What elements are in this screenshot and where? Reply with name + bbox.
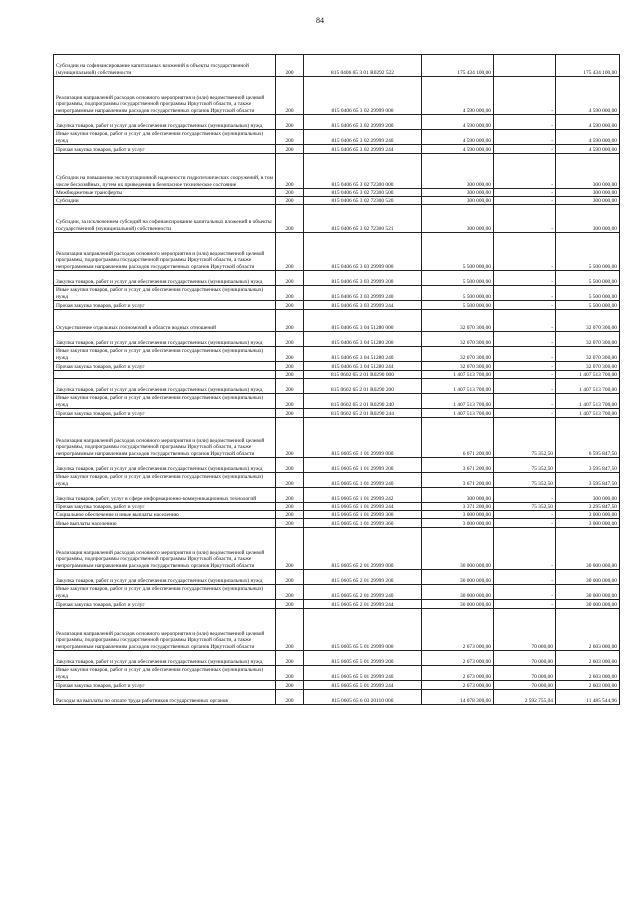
- row-admin-code: 200: [276, 189, 304, 197]
- row-regional-amount: 30 000 000,00: [556, 570, 620, 585]
- table-row: [54, 55, 620, 77]
- row-federal-amount: -: [494, 310, 556, 332]
- table-row: [54, 130, 620, 145]
- row-name: Закупка товаров, работ и услуг для обеспечения государственных (муниципальных) нужд: [54, 271, 276, 286]
- table-row: [54, 371, 620, 379]
- row-budget-code: 815 0406 65 3 02 72300 520: [304, 197, 422, 205]
- row-federal-amount: 75 352,50: [494, 503, 556, 511]
- row-total-amount: 3 671 200,00: [422, 458, 494, 473]
- row-total-amount: 32 070 300,00: [422, 347, 494, 362]
- row-federal-amount: -: [494, 511, 556, 519]
- row-name: Иные закупки товаров, работ и услуг для обеспечения государственных (муниципальных) нужд: [54, 585, 276, 600]
- row-budget-code: 815 0406 65 3 04 51280 240: [304, 347, 422, 362]
- row-budget-code: 815 0406 65 3 02 72300 500: [304, 189, 422, 197]
- row-admin-code: 200: [276, 473, 304, 488]
- row-name: Иные закупки товаров, работ и услуг для обеспечения государственных (муниципальных) нужд: [54, 347, 276, 362]
- row-federal-amount: -: [494, 145, 556, 154]
- row-federal-amount: [494, 55, 556, 77]
- table-row: [54, 488, 620, 503]
- row-admin-code: 200: [276, 271, 304, 286]
- row-name: Прочая закупка товаров, работ и услуг: [54, 600, 276, 609]
- row-name: Социальное обеспечение и иные выплаты населению: [54, 511, 276, 519]
- row-admin-code: 200: [276, 55, 304, 77]
- row-federal-amount: -: [494, 379, 556, 394]
- row-name: Закупка товаров, работ и услуг для обеспечения государственных (муниципальных) нужд: [54, 458, 276, 473]
- row-regional-amount: 32 070 300,00: [556, 310, 620, 332]
- table-row: [54, 233, 620, 271]
- table-row: [54, 458, 620, 473]
- table-row: [54, 145, 620, 154]
- row-total-amount: 4 590 000,00: [422, 145, 494, 154]
- row-federal-amount: -: [494, 600, 556, 609]
- row-regional-amount: 4 590 000,00: [556, 115, 620, 130]
- row-regional-amount: 30 000 000,00: [556, 600, 620, 609]
- row-budget-code: 815 0406 65 3 01 R0292 522: [304, 55, 422, 77]
- row-name: Закупка товаров, работ и услуг для обеспечения государственных (муниципальных) нужд: [54, 570, 276, 585]
- row-regional-amount: 4 590 000,00: [556, 130, 620, 145]
- row-federal-amount: -: [494, 362, 556, 371]
- row-budget-code: 815 0605 65 1 01 29999 000: [304, 418, 422, 458]
- row-regional-amount: 175 434 100,00: [556, 55, 620, 77]
- row-federal-amount: 75 352,50: [494, 458, 556, 473]
- row-budget-code: 815 0605 65 1 01 29999 360: [304, 519, 422, 528]
- row-total-amount: 5 500 000,00: [422, 271, 494, 286]
- row-name: Прочая закупка товаров, работ и услуг: [54, 409, 276, 418]
- table-row: [54, 570, 620, 585]
- row-federal-amount: -: [494, 371, 556, 379]
- table-row: [54, 332, 620, 347]
- row-federal-amount: -: [494, 271, 556, 286]
- row-budget-code: 815 0602 65 2 01 R0290 240: [304, 394, 422, 409]
- row-budget-code: 815 0406 65 3 02 29999 200: [304, 115, 422, 130]
- table-row: [54, 585, 620, 600]
- row-budget-code: 815 0602 65 2 01 R0290 200: [304, 379, 422, 394]
- row-admin-code: 200: [276, 528, 304, 570]
- row-federal-amount: -: [494, 347, 556, 362]
- row-total-amount: 5 500 000,00: [422, 233, 494, 271]
- row-regional-amount: 2 603 000,00: [556, 609, 620, 651]
- row-regional-amount: 3 000 000,00: [556, 519, 620, 528]
- row-federal-amount: -: [494, 301, 556, 310]
- row-name: Субсидии: [54, 197, 276, 205]
- row-budget-code: 815 0406 65 3 02 72300 521: [304, 205, 422, 233]
- row-total-amount: 2 673 000,00: [422, 681, 494, 690]
- row-admin-code: 200: [276, 115, 304, 130]
- row-name: Прочая закупка товаров, работ и услуг: [54, 362, 276, 371]
- row-admin-code: 200: [276, 205, 304, 233]
- row-budget-code: 815 0605 65 1 01 29999 242: [304, 488, 422, 503]
- row-admin-code: 200: [276, 519, 304, 528]
- row-federal-amount: 70 000,00: [494, 681, 556, 690]
- row-budget-code: 815 0605 65 5 01 29999 000: [304, 609, 422, 651]
- row-admin-code: 200: [276, 394, 304, 409]
- row-regional-amount: 4 590 000,00: [556, 145, 620, 154]
- row-admin-code: 200: [276, 362, 304, 371]
- table-row: [54, 286, 620, 301]
- row-budget-code: 815 0406 65 3 02 72300 000: [304, 154, 422, 189]
- table-row: [54, 394, 620, 409]
- row-total-amount: 3 371 200,00: [422, 503, 494, 511]
- row-total-amount: 300 000,00: [422, 488, 494, 503]
- row-name: Закупка товаров, работ и услуг для обеспечения государственных (муниципальных) нужд: [54, 379, 276, 394]
- row-total-amount: 4 590 000,00: [422, 115, 494, 130]
- table-row: [54, 301, 620, 310]
- budget-table-body: [54, 55, 620, 705]
- row-regional-amount: 2 603 000,00: [556, 666, 620, 681]
- row-name: Иные выплаты населению: [54, 519, 276, 528]
- row-admin-code: 200: [276, 409, 304, 418]
- row-federal-amount: 70 000,00: [494, 609, 556, 651]
- row-admin-code: 200: [276, 332, 304, 347]
- table-row: [54, 528, 620, 570]
- table-row: [54, 473, 620, 488]
- row-federal-amount: 75 352,50: [494, 473, 556, 488]
- row-admin-code: 200: [276, 286, 304, 301]
- row-regional-amount: 3 295 847,50: [556, 503, 620, 511]
- row-federal-amount: -: [494, 570, 556, 585]
- row-budget-code: 815 0605 65 2 01 29999 200: [304, 570, 422, 585]
- row-admin-code: 200: [276, 347, 304, 362]
- row-regional-amount: 3 000 000,00: [556, 511, 620, 519]
- row-name: Реализация направлений расходов основного мероприятия и (или) ведомственной целевой программы, подпрограммы государственной программы Иркутской области, а также непрограммным направлениям расходов государственных органов Иркутской области: [54, 528, 276, 570]
- row-total-amount: 30 000 000,00: [422, 528, 494, 570]
- row-name: Иные закупки товаров, работ и услуг для обеспечения государственных (муниципальных) нужд: [54, 286, 276, 301]
- row-regional-amount: 11 485 544,96: [556, 690, 620, 705]
- row-name: Прочая закупка товаров, работ и услуг: [54, 145, 276, 154]
- row-name: Субсидии на повышение эксплуатационной надежности гидротехнических сооружений, в том числе бесхозяйных, путем их приведения в безопасное техническое состояние: [54, 154, 276, 189]
- row-federal-amount: -: [494, 528, 556, 570]
- row-federal-amount: -: [494, 585, 556, 600]
- row-admin-code: 200: [276, 301, 304, 310]
- row-name: Закупка товаров, работ и услуг для обеспечения государственных (муниципальных) нужд: [54, 651, 276, 666]
- row-name: Закупка товаров, работ и услуг для обеспечения государственных (муниципальных) нужд: [54, 332, 276, 347]
- row-admin-code: 200: [276, 77, 304, 115]
- table-row: [54, 379, 620, 394]
- row-total-amount: 2 673 000,00: [422, 666, 494, 681]
- row-regional-amount: 1 407 513 700,00: [556, 409, 620, 418]
- row-total-amount: 2 673 000,00: [422, 651, 494, 666]
- row-admin-code: 200: [276, 600, 304, 609]
- row-budget-code: 815 0605 65 2 01 29999 244: [304, 600, 422, 609]
- row-regional-amount: 1 407 513 700,00: [556, 379, 620, 394]
- row-regional-amount: 300 000,00: [556, 197, 620, 205]
- row-name: Иные закупки товаров, работ и услуг для обеспечения государственных (муниципальных) нужд: [54, 666, 276, 681]
- table-row: [54, 690, 620, 705]
- row-total-amount: 1 407 513 700,00: [422, 394, 494, 409]
- row-name: Закупка товаров, работ, услуг в сфере информационно-коммуникационных технологий: [54, 488, 276, 503]
- row-name: Иные закупки товаров, работ и услуг для обеспечения государственных (муниципальных) нужд: [54, 473, 276, 488]
- row-budget-code: 815 0602 65 2 01 R0290 244: [304, 409, 422, 418]
- row-name: Иные закупки товаров, работ и услуг для обеспечения государственных (муниципальных) нужд: [54, 394, 276, 409]
- row-total-amount: 3 000 000,00: [422, 519, 494, 528]
- row-budget-code: 815 0406 65 3 03 29999 200: [304, 271, 422, 286]
- row-total-amount: 4 590 000,00: [422, 77, 494, 115]
- row-regional-amount: 1 407 513 700,00: [556, 394, 620, 409]
- row-total-amount: 30 000 000,00: [422, 600, 494, 609]
- row-federal-amount: -: [494, 233, 556, 271]
- row-admin-code: 200: [276, 690, 304, 705]
- row-budget-code: 815 0406 65 3 04 51280 244: [304, 362, 422, 371]
- row-admin-code: 200: [276, 130, 304, 145]
- table-row: [54, 681, 620, 690]
- row-federal-amount: 70 000,00: [494, 666, 556, 681]
- row-name: Субсидии на софинансирование капитальных вложений в объекты государственной (муниципальной) собственности: [54, 55, 276, 77]
- row-total-amount: 300 000,00: [422, 189, 494, 197]
- table-row: [54, 666, 620, 681]
- table-row: [54, 197, 620, 205]
- row-budget-code: 815 0406 65 3 02 29999 000: [304, 77, 422, 115]
- row-federal-amount: -: [494, 488, 556, 503]
- row-total-amount: 32 070 300,00: [422, 310, 494, 332]
- row-admin-code: 200: [276, 197, 304, 205]
- table-row: [54, 609, 620, 651]
- table-row: [54, 189, 620, 197]
- row-name: Закупка товаров, работ и услуг для обеспечения государственных (муниципальных) нужд: [54, 115, 276, 130]
- row-budget-code: 815 0602 65 2 01 R0290 000: [304, 371, 422, 379]
- row-budget-code: 815 0605 65 1 01 29999 300: [304, 511, 422, 519]
- table-row: [54, 347, 620, 362]
- row-total-amount: 1 407 513 700,00: [422, 409, 494, 418]
- row-budget-code: 815 0605 65 5 01 29999 200: [304, 651, 422, 666]
- row-federal-amount: -: [494, 409, 556, 418]
- budget-table: [53, 54, 620, 705]
- row-admin-code: 200: [276, 511, 304, 519]
- row-federal-amount: -: [494, 154, 556, 189]
- table-row: [54, 651, 620, 666]
- row-regional-amount: 5 500 000,00: [556, 286, 620, 301]
- row-name: Реализация направлений расходов основного мероприятия и (или) ведомственной целевой программы, подпрограммы государственной программы Иркутской области, а также непрограммным направлениям расходов государственных органов Иркутской области: [54, 77, 276, 115]
- row-admin-code: 200: [276, 585, 304, 600]
- row-regional-amount: 30 000 000,00: [556, 585, 620, 600]
- row-name: Прочая закупка товаров, работ и услуг: [54, 503, 276, 511]
- row-name: Реализация направлений расходов основного мероприятия и (или) ведомственной целевой программы, подпрограммы государственной программы Иркутской области, а также непрограммным направлениям расходов государственных органов Иркутской области: [54, 609, 276, 651]
- row-budget-code: 815 0605 65 6 03 20110 000: [304, 690, 422, 705]
- row-regional-amount: 32 070 300,00: [556, 347, 620, 362]
- row-federal-amount: -: [494, 115, 556, 130]
- row-regional-amount: 6 595 847,50: [556, 418, 620, 458]
- row-name: Межбюджетные трансферты: [54, 189, 276, 197]
- page-number: 84: [316, 16, 324, 25]
- row-admin-code: 200: [276, 379, 304, 394]
- row-federal-amount: -: [494, 189, 556, 197]
- table-row: [54, 519, 620, 528]
- row-total-amount: 5 500 000,00: [422, 286, 494, 301]
- row-admin-code: 200: [276, 570, 304, 585]
- row-total-amount: 5 500 000,00: [422, 301, 494, 310]
- row-total-amount: 300 000,00: [422, 154, 494, 189]
- row-budget-code: 815 0406 65 3 02 29999 240: [304, 130, 422, 145]
- row-admin-code: 200: [276, 145, 304, 154]
- row-admin-code: 200: [276, 310, 304, 332]
- row-regional-amount: 30 000 000,00: [556, 528, 620, 570]
- table-row: [54, 362, 620, 371]
- row-admin-code: 200: [276, 666, 304, 681]
- row-name: Реализация направлений расходов основного мероприятия и (или) ведомственной целевой программы, подпрограммы государственной программы Иркутской области, а также непрограммным направлениям расходов государственных органов Иркутской области: [54, 233, 276, 271]
- row-total-amount: 32 070 300,00: [422, 362, 494, 371]
- row-total-amount: 6 671 200,00: [422, 418, 494, 458]
- row-regional-amount: 4 590 000,00: [556, 77, 620, 115]
- row-federal-amount: 70 000,00: [494, 651, 556, 666]
- row-total-amount: 1 407 513 700,00: [422, 379, 494, 394]
- table-row: [54, 154, 620, 189]
- row-regional-amount: 300 000,00: [556, 205, 620, 233]
- table-row: [54, 600, 620, 609]
- row-federal-amount: -: [494, 130, 556, 145]
- row-admin-code: 200: [276, 503, 304, 511]
- table-row: [54, 271, 620, 286]
- row-budget-code: 815 0406 65 3 04 51280 200: [304, 332, 422, 347]
- table-row: [54, 503, 620, 511]
- row-total-amount: 300 000,00: [422, 197, 494, 205]
- row-federal-amount: -: [494, 286, 556, 301]
- row-federal-amount: -: [494, 332, 556, 347]
- row-federal-amount: 75 352,50: [494, 418, 556, 458]
- budget-table-container: [53, 54, 619, 705]
- row-regional-amount: 1 407 513 700,00: [556, 371, 620, 379]
- row-name: Реализация направлений расходов основного мероприятия и (или) ведомственной целевой программы, подпрограммы государственной программы Иркутской области, а также непрограммным направлениям расходов государственных органов Иркутской области: [54, 418, 276, 458]
- row-regional-amount: 3 595 847,50: [556, 458, 620, 473]
- row-total-amount: 4 590 000,00: [422, 130, 494, 145]
- row-name: Расходы на выплаты по оплате труда работников государственных органов: [54, 690, 276, 705]
- row-admin-code: 200: [276, 609, 304, 651]
- row-budget-code: 815 0605 65 1 01 29999 240: [304, 473, 422, 488]
- table-row: [54, 418, 620, 458]
- row-budget-code: 815 0605 65 5 01 29999 240: [304, 666, 422, 681]
- row-regional-amount: 300 000,00: [556, 488, 620, 503]
- row-budget-code: 815 0406 65 3 03 29999 244: [304, 301, 422, 310]
- row-budget-code: 815 0605 65 2 01 29999 240: [304, 585, 422, 600]
- row-regional-amount: 5 500 000,00: [556, 233, 620, 271]
- row-regional-amount: 2 603 000,00: [556, 681, 620, 690]
- row-budget-code: 815 0605 65 5 01 29999 244: [304, 681, 422, 690]
- row-total-amount: 3 000 000,00: [422, 511, 494, 519]
- row-budget-code: 815 0406 65 3 03 29999 240: [304, 286, 422, 301]
- row-admin-code: 200: [276, 651, 304, 666]
- row-budget-code: 815 0406 65 3 02 29999 244: [304, 145, 422, 154]
- row-regional-amount: 3 595 847,50: [556, 473, 620, 488]
- row-name: [54, 371, 276, 379]
- row-regional-amount: 32 070 300,00: [556, 332, 620, 347]
- row-name: Прочая закупка товаров, работ и услуг: [54, 301, 276, 310]
- row-regional-amount: 300 000,00: [556, 189, 620, 197]
- row-federal-amount: -: [494, 519, 556, 528]
- row-admin-code: 200: [276, 488, 304, 503]
- row-federal-amount: -: [494, 205, 556, 233]
- row-budget-code: 815 0406 65 3 03 29999 000: [304, 233, 422, 271]
- row-budget-code: 815 0605 65 2 01 29999 000: [304, 528, 422, 570]
- row-federal-amount: -: [494, 197, 556, 205]
- table-row: [54, 310, 620, 332]
- row-total-amount: 175 434 100,00: [422, 55, 494, 77]
- row-admin-code: 200: [276, 681, 304, 690]
- table-row: [54, 115, 620, 130]
- row-name: Осуществление отдельных полномочий в области водных отношений: [54, 310, 276, 332]
- row-total-amount: 30 000 000,00: [422, 570, 494, 585]
- table-row: [54, 77, 620, 115]
- row-regional-amount: 5 500 000,00: [556, 271, 620, 286]
- row-budget-code: 815 0605 65 1 01 29999 244: [304, 503, 422, 511]
- table-row: [54, 409, 620, 418]
- row-regional-amount: 5 500 000,00: [556, 301, 620, 310]
- row-admin-code: 200: [276, 371, 304, 379]
- row-regional-amount: 2 603 000,00: [556, 651, 620, 666]
- row-total-amount: 32 070 300,00: [422, 332, 494, 347]
- row-total-amount: 2 673 000,00: [422, 609, 494, 651]
- row-admin-code: 200: [276, 154, 304, 189]
- row-budget-code: 815 0406 65 3 04 51280 000: [304, 310, 422, 332]
- row-name: Субсидии, за исключением субсидий на софинансирование капитальных вложений в объекты государственной (муниципальной) собственности: [54, 205, 276, 233]
- row-federal-amount: -: [494, 394, 556, 409]
- row-name: Иные закупки товаров, работ и услуг для обеспечения государственных (муниципальных) нужд: [54, 130, 276, 145]
- row-total-amount: 14 078 300,00: [422, 690, 494, 705]
- row-federal-amount: 2 592 755,04: [494, 690, 556, 705]
- row-admin-code: 200: [276, 233, 304, 271]
- row-total-amount: 30 000 000,00: [422, 585, 494, 600]
- row-federal-amount: -: [494, 77, 556, 115]
- row-budget-code: 815 0605 65 1 01 29999 200: [304, 458, 422, 473]
- row-total-amount: 3 671 200,00: [422, 473, 494, 488]
- table-row: [54, 511, 620, 519]
- row-total-amount: 1 407 513 700,00: [422, 371, 494, 379]
- row-regional-amount: 300 000,00: [556, 154, 620, 189]
- table-row: [54, 205, 620, 233]
- row-admin-code: 200: [276, 418, 304, 458]
- row-regional-amount: 32 070 300,00: [556, 362, 620, 371]
- row-admin-code: 200: [276, 458, 304, 473]
- row-name: Прочая закупка товаров, работ и услуг: [54, 681, 276, 690]
- row-total-amount: 300 000,00: [422, 205, 494, 233]
